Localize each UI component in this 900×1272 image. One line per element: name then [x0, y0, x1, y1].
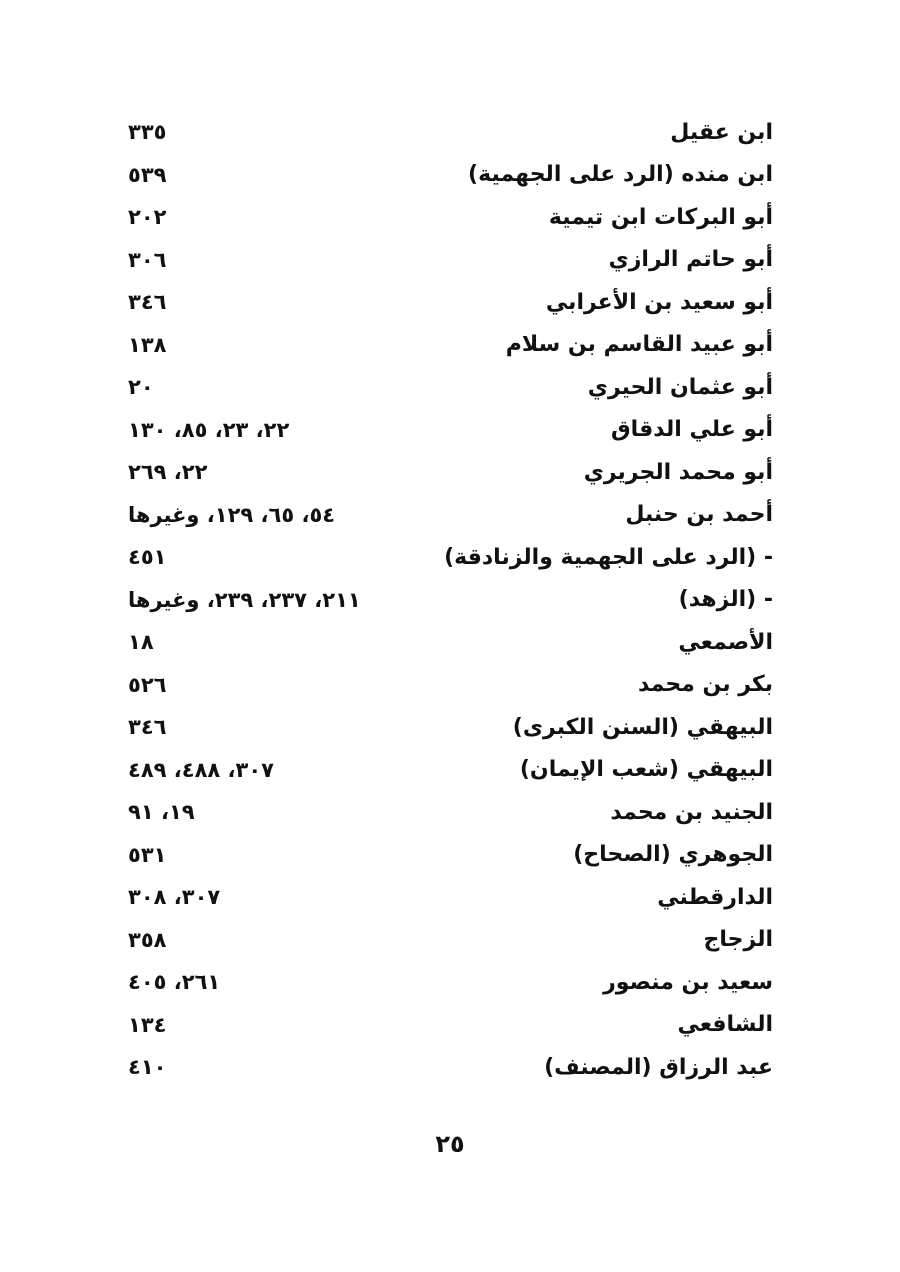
- index-entry: [128, 366, 773, 409]
- index-entry: [128, 1046, 773, 1089]
- index-entry: [128, 579, 773, 622]
- entry-name: أبو عبيد القاسم بن سلام: [505, 332, 773, 358]
- entry-name: ابن عقيل: [670, 119, 773, 145]
- index-entry: [128, 111, 773, 154]
- index-entry: [128, 621, 773, 664]
- entry-name: سعيد بن منصور: [603, 969, 773, 995]
- index-entry: [128, 664, 773, 707]
- index-entry: [128, 451, 773, 494]
- entry-pages: ٣٠٦: [128, 247, 167, 272]
- entry-pages: ٣٥٨: [128, 927, 167, 952]
- entry-pages: ٥٢٦: [128, 672, 167, 697]
- index-entry: [128, 154, 773, 197]
- entry-name: الجوهري (الصحاح): [573, 842, 773, 868]
- entry-name: - (الرد على الجهمية والزنادقة): [444, 544, 773, 570]
- entry-pages: ٥٤، ٦٥، ١٢٩، وغيرها: [128, 502, 336, 527]
- entry-name: ابن منده (الرد على الجهمية): [468, 162, 773, 188]
- entry-pages: ٢٠: [128, 375, 154, 400]
- entry-name: بكر بن محمد: [637, 672, 773, 698]
- entry-pages: ٢٢، ٢٣، ٨٥، ١٣٠: [128, 417, 290, 442]
- entry-name: أبو محمد الجريري: [583, 459, 773, 485]
- index-entry: [128, 494, 773, 537]
- entry-pages: ٤١٠: [128, 1055, 167, 1080]
- entry-name: أبو عثمان الحيري: [587, 374, 773, 400]
- entry-pages: ٣٤٦: [128, 290, 167, 315]
- index-entry: [128, 919, 773, 962]
- entry-pages: ١٣٨: [128, 332, 167, 357]
- entry-name: أحمد بن حنبل: [625, 502, 773, 528]
- entry-pages: ٣٠٧، ٤٨٨، ٤٨٩: [128, 757, 274, 782]
- entry-pages: ٢٢، ٢٦٩: [128, 460, 208, 485]
- index-entry: [128, 834, 773, 877]
- index-entry: [128, 536, 773, 579]
- entry-name: عبد الرزاق (المصنف): [544, 1054, 773, 1080]
- entry-pages: ٥٣٩: [128, 162, 167, 187]
- entry-name: الشافعي: [677, 1012, 773, 1038]
- index-entry: [128, 961, 773, 1004]
- entry-pages: ١٨: [128, 630, 154, 655]
- index-entry: [128, 281, 773, 324]
- entry-pages: ١٩، ٩١: [128, 800, 195, 825]
- entry-pages: ٤٥١: [128, 545, 167, 570]
- entry-name: الجنيد بن محمد: [610, 799, 773, 825]
- index-entry: [128, 324, 773, 367]
- index-entry: [128, 706, 773, 749]
- page-number: ٢٥: [435, 1130, 465, 1158]
- entry-name: أبو حاتم الرازي: [608, 247, 773, 273]
- entry-pages: ٢٠٢: [128, 205, 167, 230]
- entry-name: البيهقي (شعب الإيمان): [519, 757, 773, 783]
- index-list: [128, 111, 773, 1089]
- entry-name: - (الزهد): [678, 587, 773, 613]
- entry-pages: ٢٦١، ٤٠٥: [128, 970, 221, 995]
- index-entry: [128, 876, 773, 919]
- index-entry: [128, 409, 773, 452]
- entry-name: الزجاج: [703, 927, 773, 953]
- index-entry: [128, 239, 773, 282]
- entry-pages: ٣٤٦: [128, 715, 167, 740]
- entry-name: البيهقي (السنن الكبرى): [512, 714, 773, 740]
- entry-pages: ٣٣٥: [128, 120, 167, 145]
- entry-name: الأصمعي: [678, 629, 773, 655]
- index-entry: [128, 1004, 773, 1047]
- index-entry: [128, 791, 773, 834]
- entry-pages: ٥٣١: [128, 842, 167, 867]
- entry-name: الدارقطني: [657, 884, 773, 910]
- entry-pages: ١٣٤: [128, 1012, 167, 1037]
- entry-name: أبو البركات ابن تيمية: [548, 204, 773, 230]
- entry-name: أبو سعيد بن الأعرابي: [545, 289, 773, 315]
- index-entry: [128, 749, 773, 792]
- entry-pages: ٣٠٧، ٣٠٨: [128, 885, 221, 910]
- entry-name: أبو علي الدقاق: [610, 417, 773, 443]
- entry-pages: ٢١١، ٢٣٧، ٢٣٩، وغيرها: [128, 587, 361, 612]
- index-entry: [128, 196, 773, 239]
